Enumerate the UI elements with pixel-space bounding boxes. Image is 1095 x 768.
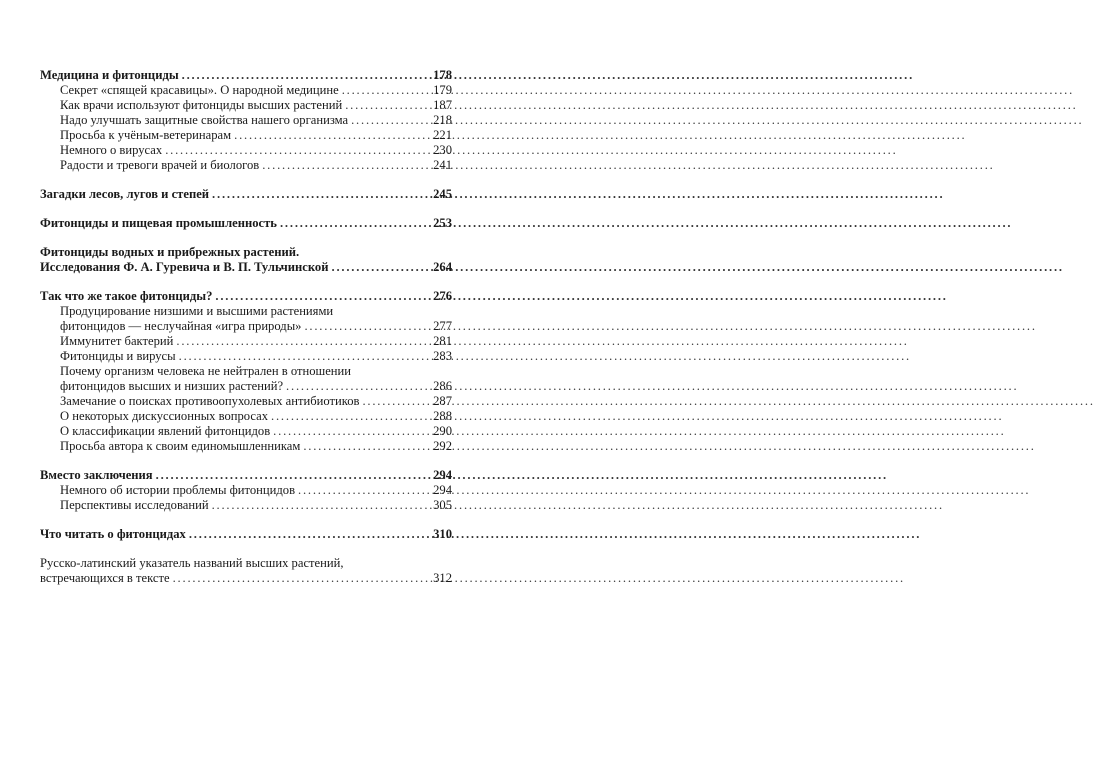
toc-item-title: фитонцидов высших и низших растений? [60,379,284,393]
toc-page-number: 287 [433,394,452,408]
toc-page-number: 241 [433,158,452,172]
leader-dots [273,424,427,439]
toc-item-title: Секрет «спящей красавицы». О народной медицине [60,83,339,97]
toc-section-title: Так что же такое фитонциды? [40,289,213,303]
toc-item[interactable] [40,304,452,334]
leader-dots [165,143,427,158]
toc-item-title: Просьба к учёным-ветеринарам [60,128,232,142]
leader-dots [342,83,427,98]
toc-item-title: Как врачи используют фитонциды высших растений [60,98,343,112]
toc-item[interactable] [40,483,452,498]
leader-dots [304,319,427,334]
leader-dots [234,128,427,143]
toc-item-title-line: Почему организм человека не нейтрален в отношении [60,364,352,378]
toc-item[interactable] [40,439,452,454]
toc-item-title: Немного об истории проблемы фитонцидов [60,483,296,497]
toc-page-number: 253 [433,216,452,230]
leader-dots [262,158,427,173]
toc-section-what-are-phytoncides[interactable] [40,289,452,304]
leader-dots [271,409,427,424]
toc-item[interactable] [40,394,452,409]
toc-section-reading[interactable] [40,527,452,542]
section-spacer [40,454,452,468]
toc-item-title-line: Продуцирование низшими и высшими растениями [60,304,334,318]
toc-item-title: фитонцидов — неслучайная «игра природы» [60,319,302,333]
toc-page-number: 264 [433,260,452,274]
toc-item[interactable] [40,158,452,173]
toc-page-number: 312 [433,571,452,585]
toc-item-title: Радости и тревоги врачей и биологов [60,158,260,172]
leader-dots [303,439,427,454]
toc-page-number: 292 [433,439,452,453]
leader-dots [362,394,427,409]
toc-section-index[interactable] [40,556,452,586]
toc-page-number: 281 [433,334,452,348]
toc-item-title-line: Русско-латинский указатель названий высших растений, [40,556,344,570]
toc-section-riddles[interactable] [40,187,452,202]
toc-page-number: 290 [433,424,452,438]
section-spacer [40,542,452,556]
toc-page-number: 286 [433,379,452,393]
toc-section-aquatic-plants[interactable] [40,245,452,275]
toc-item-title: Замечание о поисках противоопухолевых антибиотиков [60,394,360,408]
toc-item[interactable] [40,498,452,513]
leader-dots [179,349,427,364]
leader-dots [173,571,427,586]
toc-section-title: Загадки лесов, лугов и степей [40,187,210,201]
section-spacer [40,173,452,187]
toc-section-title: Фитонциды и пищевая промышленность [40,216,277,230]
toc-page-number: 310 [433,527,452,541]
toc-section-title: Вместо заключения [40,468,153,482]
toc-item-title: О некоторых дискуссионных вопросах [60,409,269,423]
toc-section-title-line: Фитонциды водных и прибрежных растений. [40,245,300,259]
toc-item-title: Иммунитет бактерий [60,334,174,348]
leader-dots [182,68,427,83]
toc-item[interactable] [40,143,452,158]
leader-dots [212,187,427,202]
leader-dots [156,468,427,483]
toc-item-title: встречающихся в тексте [40,571,170,585]
document-page [0,0,482,768]
toc-page-number: 294 [433,468,452,482]
toc-item-title: Надо улучшать защитные свойства нашего организма [60,113,349,127]
toc-page-number: 305 [433,498,452,512]
toc-page-number: 283 [433,349,452,363]
toc-page-number: 245 [433,187,452,201]
toc-page-number: 276 [433,289,452,303]
toc-section-title: Исследования Ф. А. Гуревича и В. П. Тульчинской [40,260,329,274]
toc-section-title: Что читать о фитонцидах [40,527,186,541]
toc-page-number: 178 [433,68,452,82]
toc-item-title: Перспективы исследований [60,498,209,512]
toc-item-title: О классификации явлений фитонцидов [60,424,271,438]
toc-item[interactable] [40,409,452,424]
toc-item[interactable] [40,334,452,349]
section-spacer [40,275,452,289]
toc-page-number: 288 [433,409,452,423]
toc-item-title: Фитонциды и вирусы [60,349,176,363]
toc-item-title: Немного о вирусах [60,143,163,157]
leader-dots [176,334,427,349]
toc-section-title: Медицина и фитонциды [40,68,179,82]
toc-section-food-industry[interactable] [40,216,452,231]
toc-item[interactable] [40,349,452,364]
section-spacer [40,202,452,216]
leader-dots [345,98,427,113]
toc-item[interactable] [40,364,452,394]
toc-section-conclusion[interactable] [40,468,452,483]
toc-item[interactable] [40,98,452,113]
leader-dots [286,379,427,394]
leader-dots [189,527,427,542]
leader-dots [332,260,428,275]
section-spacer [40,513,452,527]
leader-dots [215,289,427,304]
toc-item[interactable] [40,128,452,143]
toc-section-medicine[interactable] [40,68,452,83]
toc-page-number: 179 [433,83,452,97]
leader-dots [280,216,427,231]
toc-page-number: 294 [433,483,452,497]
toc-item[interactable] [40,113,452,128]
leader-dots [212,498,427,513]
toc-page-number: 187 [433,98,452,112]
table-of-contents [40,68,452,586]
toc-page-number: 218 [433,113,452,127]
toc-item[interactable] [40,424,452,439]
leader-dots [351,113,427,128]
toc-page-number: 221 [433,128,452,142]
toc-item-title: Просьба автора к своим единомышленникам [60,439,301,453]
leader-dots [298,483,427,498]
section-spacer [40,231,452,245]
toc-page-number: 230 [433,143,452,157]
toc-page-number: 277 [433,319,452,333]
toc-item[interactable] [40,83,452,98]
